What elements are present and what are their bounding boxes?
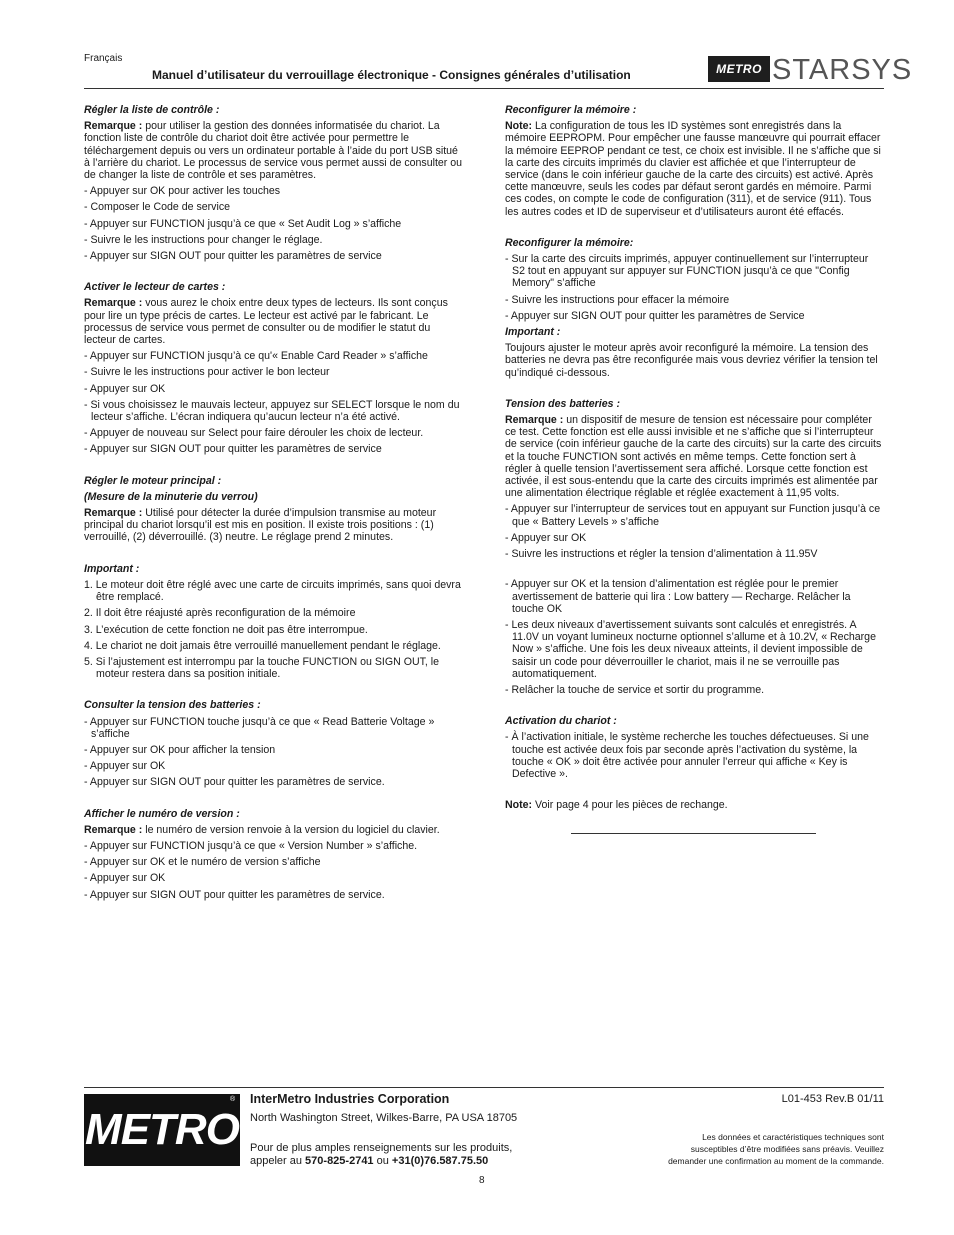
list-item: - Appuyer sur FUNCTION jusqu’à ce que « Version Number » s’affiche. xyxy=(84,839,418,852)
list-item: - Suivre le les instructions pour activer le bon lecteur xyxy=(84,366,330,379)
section-title: Important : xyxy=(84,562,140,575)
list-item: - Suivre le les instructions pour changer le réglage. xyxy=(84,233,323,246)
section-title: Régler la liste de contrôle : xyxy=(84,104,220,116)
list-item: - Appuyer sur OK et le numéro de version s’affiche xyxy=(84,856,321,869)
numbered-list xyxy=(84,579,464,680)
remark-paragraph xyxy=(84,120,464,181)
note-label: Note: xyxy=(505,799,533,812)
section-version-number xyxy=(84,808,464,901)
remark-label: Remarque : xyxy=(84,823,143,836)
remark-text: vous aurez le choix entre deux types de lecteurs. Ils sont conçus pour lire un type précis de cartes. Le lecteur est activé par le fabricant. Le processus de service vous permet de consulter ou de modifier le statut du lecteur de cartes. xyxy=(84,297,448,347)
disclaimer xyxy=(624,1131,884,1167)
contact-prefix: appeler au xyxy=(250,1154,306,1167)
section-title: Reconfigurer la mémoire : xyxy=(505,104,637,116)
list-item: - Les deux niveaux d’avertissement suivants sont calculés et enregistrés. A 11.0V un voyant lumineux nocturne optionnel s’allume et à 10.2V, « Recharge Now » s’affiche. Une fois les deux niveaux atteints, il devient impossible de saisir un code pour déverrouiller le chariot, mais il ne se verrouille pas automatiquement. xyxy=(505,618,876,680)
remark-text: un dispositif de mesure de tension est nécessaire pour compléter ce test. Cette fonction est elle aussi invisible et ne s’affiche que si l’interrupteur de service (coin inférieur gauche de la carte des circuits) sur la carte des circuits et la touche FUNCTION sont activés en même temps. Cette fonction sert à régler à quelle tension l’avertissement sera affiché. Lorsque cette fonction est activée, il est sous-entendu que la carte des circuits imprimés est alimentée par une alimentation électrique réglable et réglée exactement à 11,95 volts. xyxy=(505,414,882,500)
section-card-reader xyxy=(84,281,464,455)
list-item: - Appuyer sur FUNCTION jusqu’à ce qu'« Enable Card Reader » s’affiche xyxy=(84,350,428,363)
note-text: La configuration de tous les ID systèmes sont enregistrés dans la mémoire EEPROPM. Pour empêcher une fausse manœuvre qui pourrait effacer la mémoire EEPROP pendant ce test, ce choix est invisible. Il ne s’affiche que si la carte des circuits imprimés du clavier est affichée et que l’interrupteur de service (dans le coin inférieur gauche de la carte des circuits) est activé. Après cette manœuvre, seuls les codes par défaut seront gardés en mémoire. Parmi ces codes, on compte le code de configuration (311), et de service (911). Tous les autres codes et ID de superviseur et d’utilisateurs auront été effacés. xyxy=(505,120,881,218)
list-item: - Appuyer sur SIGN OUT pour quitter les paramètres de Service xyxy=(505,309,805,322)
list-item: - À l’activation initiale, le système recherche les touches défectueuses. Si une touche est activée deux fois par seconde après l’activation du système, la touche « OK » doit être activée pour annuler l’erreur qui affiche « Key is Defective ». xyxy=(505,731,869,780)
signature-line xyxy=(571,833,816,834)
section-title: Consulter la tension des batteries : xyxy=(84,699,261,712)
remark-label: Remarque : xyxy=(505,414,564,427)
contact-line: Pour de plus amples renseignements sur les produits, xyxy=(250,1142,513,1154)
note-paragraph xyxy=(505,120,883,218)
section-title: Régler le moteur principal : xyxy=(84,474,222,487)
remark-label: Remarque : xyxy=(84,297,143,310)
list-item: - Relâcher la touche de service et sortir du programme. xyxy=(505,683,765,696)
section-title: Tension des batteries : xyxy=(505,397,620,410)
section-battery-voltage-check xyxy=(84,699,464,788)
company-name: InterMetro Industries Corporation xyxy=(250,1092,450,1106)
list-item: - Appuyer sur OK et la tension d’alimentation est réglée pour le premier avertissement de batterie qui lira : Low battery — Recharge. Relâcher la touche OK xyxy=(505,578,851,615)
list-item: - Appuyer sur FUNCTION touche jusqu’à ce que « Read Batterie Voltage » s’affiche xyxy=(84,715,435,740)
remark-text: le numéro de version renvoie à la version du logiciel du clavier. xyxy=(142,823,440,836)
list-item: 5. Si l’ajustement est interrompu par la touche FUNCTION ou SIGN OUT, le moteur restera dans sa position initiale. xyxy=(84,655,440,681)
list-item: - Si vous choisissez le mauvais lecteur, appuyez sur SELECT lorsque le nom du lecteur s’affiche. L’écran indiquera qu’aucun lecteur n’a été activé. xyxy=(84,398,460,424)
document-code: L01-453 Rev.B 01/11 xyxy=(781,1093,884,1105)
list-item: - Appuyer sur OK pour activer les touches xyxy=(84,185,281,198)
right-column xyxy=(505,104,883,834)
section-main-motor xyxy=(84,475,464,544)
section-title: Afficher le numéro de version : xyxy=(84,807,240,820)
section-subtitle: (Mesure de la minuterie du verrou) xyxy=(84,490,258,503)
section-title: Reconfigurer la mémoire: xyxy=(505,236,634,249)
phone-us: 570-825-2741 xyxy=(305,1154,374,1167)
disclaimer-line: susceptibles d’être modifiées sans préavis. Veuillez xyxy=(690,1144,884,1154)
section-cart-activation xyxy=(505,715,883,780)
metro-starsys-logo xyxy=(708,53,913,87)
steps-list xyxy=(84,840,464,901)
list-item: - Appuyer sur l’interrupteur de services tout en appuyant sur Function jusqu’à ce que « Battery Levels » s’affiche xyxy=(505,503,881,528)
list-item: 1. Le moteur doit être réglé avec une carte de circuits imprimés, sans quoi devra être remplacé. xyxy=(84,578,461,604)
list-item: - Appuyer sur OK xyxy=(84,382,166,395)
contact-info xyxy=(250,1142,580,1167)
list-item: - Appuyer sur OK xyxy=(84,872,166,885)
section-memory-reset-steps xyxy=(505,237,883,379)
list-item: 2. Il doit être réajusté après reconfiguration de la mémoire xyxy=(84,607,356,620)
metro-logo-badge: METRO xyxy=(708,56,770,82)
language-label: Français xyxy=(84,53,123,64)
list-item: - Appuyer sur SIGN OUT pour quitter les paramètres de service xyxy=(84,443,382,456)
list-item: - Appuyer sur OK xyxy=(505,531,587,544)
list-item: - Suivre les instructions pour effacer la mémoire xyxy=(505,293,730,306)
steps-list xyxy=(505,731,883,780)
steps-list xyxy=(505,503,883,560)
left-column xyxy=(84,104,464,920)
list-item: - Composer le Code de service xyxy=(84,201,231,214)
list-item: 4. Le chariot ne doit jamais être verrouillé manuellement pendant le réglage. xyxy=(84,639,441,652)
list-item: 3. L’exécution de cette fonction ne doit pas être interrompue. xyxy=(84,623,368,636)
remark-paragraph xyxy=(84,824,464,836)
note-text: Voir page 4 pour les pièces de rechange. xyxy=(532,799,728,812)
contact-line xyxy=(250,1155,580,1168)
company-address: North Washington Street, Wilkes-Barre, PA USA 18705 xyxy=(250,1112,518,1124)
section-title: Activation du chariot : xyxy=(505,715,617,728)
remark-label: Remarque : xyxy=(84,507,143,520)
contact-or: ou xyxy=(373,1154,392,1167)
page-number: 8 xyxy=(479,1175,485,1186)
section-title: Activer le lecteur de cartes : xyxy=(84,281,226,294)
section-audit-log xyxy=(84,104,464,262)
metro-footer-logo: METRO xyxy=(84,1094,240,1166)
starsys-logo-text: STARSYS xyxy=(772,54,913,86)
section-important xyxy=(84,563,464,681)
steps-list xyxy=(84,350,464,455)
remark-paragraph xyxy=(505,414,883,499)
important-label: Important : xyxy=(505,326,561,339)
registered-mark: ® xyxy=(230,1096,236,1103)
list-item: - Appuyer sur OK pour afficher la tension xyxy=(84,743,276,756)
disclaimer-line: Les données et caractéristiques techniques sont xyxy=(702,1132,884,1142)
section-memory-reset-info xyxy=(505,104,883,218)
document-title: Manuel d’utilisateur du verrouillage électronique - Consignes générales d’utilisation xyxy=(152,68,631,82)
remark-text: pour utiliser la gestion des données informatisée du chariot. La fonction liste de contrôle du chariot doit être activée pour permettre le téléchargement depuis ou vers un ordinateur portable à l’aide du port USB situé à l’arrière du chariot. Le processus de service vous permet aussi de consulter ou de changer la liste de contrôle et ses paramètres. xyxy=(84,120,463,182)
header-divider xyxy=(84,88,884,89)
remark-paragraph xyxy=(84,297,464,346)
list-item: - Appuyer de nouveau sur Select pour faire dérouler les choix de lecteur. xyxy=(84,427,424,440)
note-label: Note: xyxy=(505,120,533,133)
list-item: - Suivre les instructions et régler la tension d’alimentation à 11.95V xyxy=(505,548,818,561)
steps-list xyxy=(505,253,883,322)
list-item: - Sur la carte des circuits imprimés, appuyer continuellement sur l’interrupteur S2 tout en appuyant sur appuyer sur FUNCTION jusqu’à ce que "Config Memory" s’affiche xyxy=(505,253,869,290)
important-text: Toujours ajuster le moteur après avoir reconfiguré la mémoire. La tension des batteries ne devra pas être reconfigurée mais vous devriez vérifier la tension tel qu’indiqué ci-dessous. xyxy=(505,342,878,379)
disclaimer-line: demander une confirmation au moment de la commande. xyxy=(668,1156,884,1166)
list-item: - Appuyer sur SIGN OUT pour quitter les paramètres de service. xyxy=(84,776,385,789)
remark-text: Utilisé pour détecter la durée d’impulsion transmise au moteur principal du chariot lorsqu’il est mis en position. Il existe trois positions : (1) verrouillé, (2) déverrouillé. (3) neutre. Le réglage prend 2 minutes. xyxy=(84,507,437,544)
footer-divider xyxy=(84,1087,884,1088)
list-item: - Appuyer sur SIGN OUT pour quitter les paramètres de service. xyxy=(84,888,385,901)
phone-eu: +31(0)76.587.75.50 xyxy=(391,1154,489,1167)
list-item: - Appuyer sur OK xyxy=(84,760,166,773)
list-item: - Appuyer sur SIGN OUT pour quitter les paramètres de service xyxy=(84,250,382,263)
steps-list xyxy=(84,716,464,789)
remark-paragraph xyxy=(84,507,464,544)
steps-list xyxy=(84,185,464,262)
section-battery-voltage xyxy=(505,398,883,696)
steps-list xyxy=(505,578,883,696)
list-item: - Appuyer sur FUNCTION jusqu’à ce que « Set Audit Log » s’affiche xyxy=(84,217,402,230)
parts-note xyxy=(505,799,883,811)
remark-label: Remarque : xyxy=(84,120,143,133)
